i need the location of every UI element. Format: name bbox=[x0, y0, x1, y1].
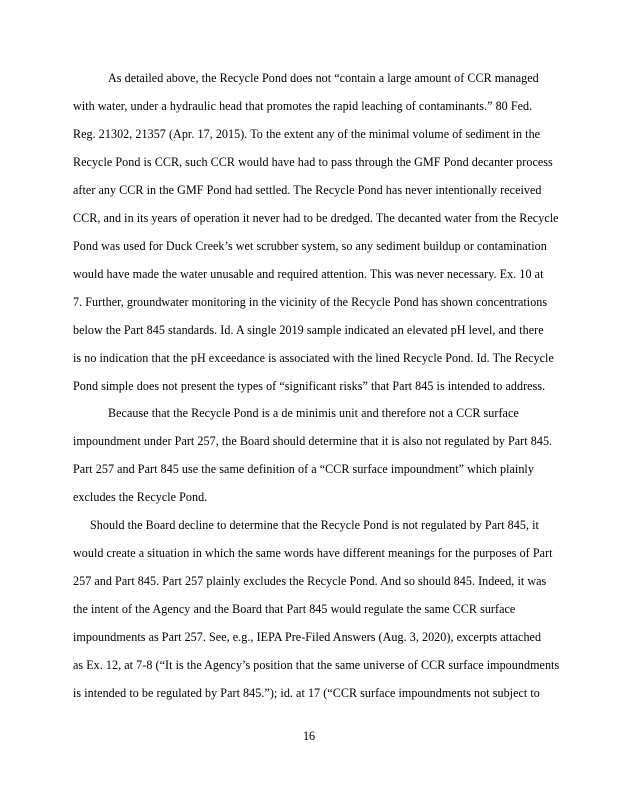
body-text-line: Pond was used for Duck Creek’s wet scrubber system, so any sediment buildup or contamination bbox=[73, 239, 547, 253]
body-text-line: would have made the water unusable and required attention. This was never necessary. Ex. 10 at bbox=[73, 267, 544, 281]
body-text-line: impoundments as Part 257. See, e.g., IEPA Pre-Filed Answers (Aug. 3, 2020), excerpts attached bbox=[73, 630, 542, 644]
body-text-line: is no indication that the pH exceedance is associated with the lined Recycle Pond. Id. The Recycle bbox=[73, 351, 554, 365]
page-number: 16 bbox=[302, 729, 316, 743]
body-text-line: 7. Further, groundwater monitoring in the vicinity of the Recycle Pond has shown concentrations bbox=[73, 295, 548, 309]
body-text-line: Should the Board decline to determine that the Recycle Pond is not regulated by Part 845, it bbox=[90, 518, 539, 532]
body-text-line: As detailed above, the Recycle Pond does not “contain a large amount of CCR managed bbox=[108, 71, 539, 85]
body-text-line: as Ex. 12, at 7-8 (“It is the Agency’s position that the same universe of CCR surface impoundments bbox=[73, 658, 560, 672]
body-text-line: CCR, and in its years of operation it never had to be dredged. The decanted water from the Recycle bbox=[73, 211, 559, 225]
body-text-line: Recycle Pond is CCR, such CCR would have had to pass through the GMF Pond decanter process bbox=[73, 155, 553, 169]
body-text-line: Pond simple does not present the types of “significant risks” that Part 845 is intended to address. bbox=[73, 379, 546, 393]
body-text-line: impoundment under Part 257, the Board should determine that it is also not regulated by Part 845. bbox=[73, 434, 553, 448]
body-text-line: is intended to be regulated by Part 845.”); id. at 17 (“CCR surface impoundments not subject to bbox=[73, 686, 540, 700]
body-text-line: below the Part 845 standards. Id. A single 2019 sample indicated an elevated pH level, and there bbox=[73, 323, 544, 337]
body-text-line: Because that the Recycle Pond is a de minimis unit and therefore not a CCR surface bbox=[108, 406, 519, 420]
body-text-line: would create a situation in which the same words have different meanings for the purposes of Part bbox=[73, 546, 553, 560]
body-text-line: excludes the Recycle Pond. bbox=[73, 490, 208, 504]
body-text-line: the intent of the Agency and the Board that Part 845 would regulate the same CCR surface bbox=[73, 602, 516, 616]
body-text-line: after any CCR in the GMF Pond had settled. The Recycle Pond has never intentionally received bbox=[73, 183, 542, 197]
body-text-line: Reg. 21302, 21357 (Apr. 17, 2015). To the extent any of the minimal volume of sediment in the bbox=[73, 127, 541, 141]
body-text-line: 257 and Part 845. Part 257 plainly excludes the Recycle Pond. And so should 845. Indeed, it was bbox=[73, 574, 547, 588]
body-text-line: with water, under a hydraulic head that promotes the rapid leaching of contaminants.” 80 Fed. bbox=[73, 99, 533, 113]
body-text-line: Part 257 and Part 845 use the same definition of a “CCR surface impoundment” which plainly bbox=[73, 462, 534, 476]
